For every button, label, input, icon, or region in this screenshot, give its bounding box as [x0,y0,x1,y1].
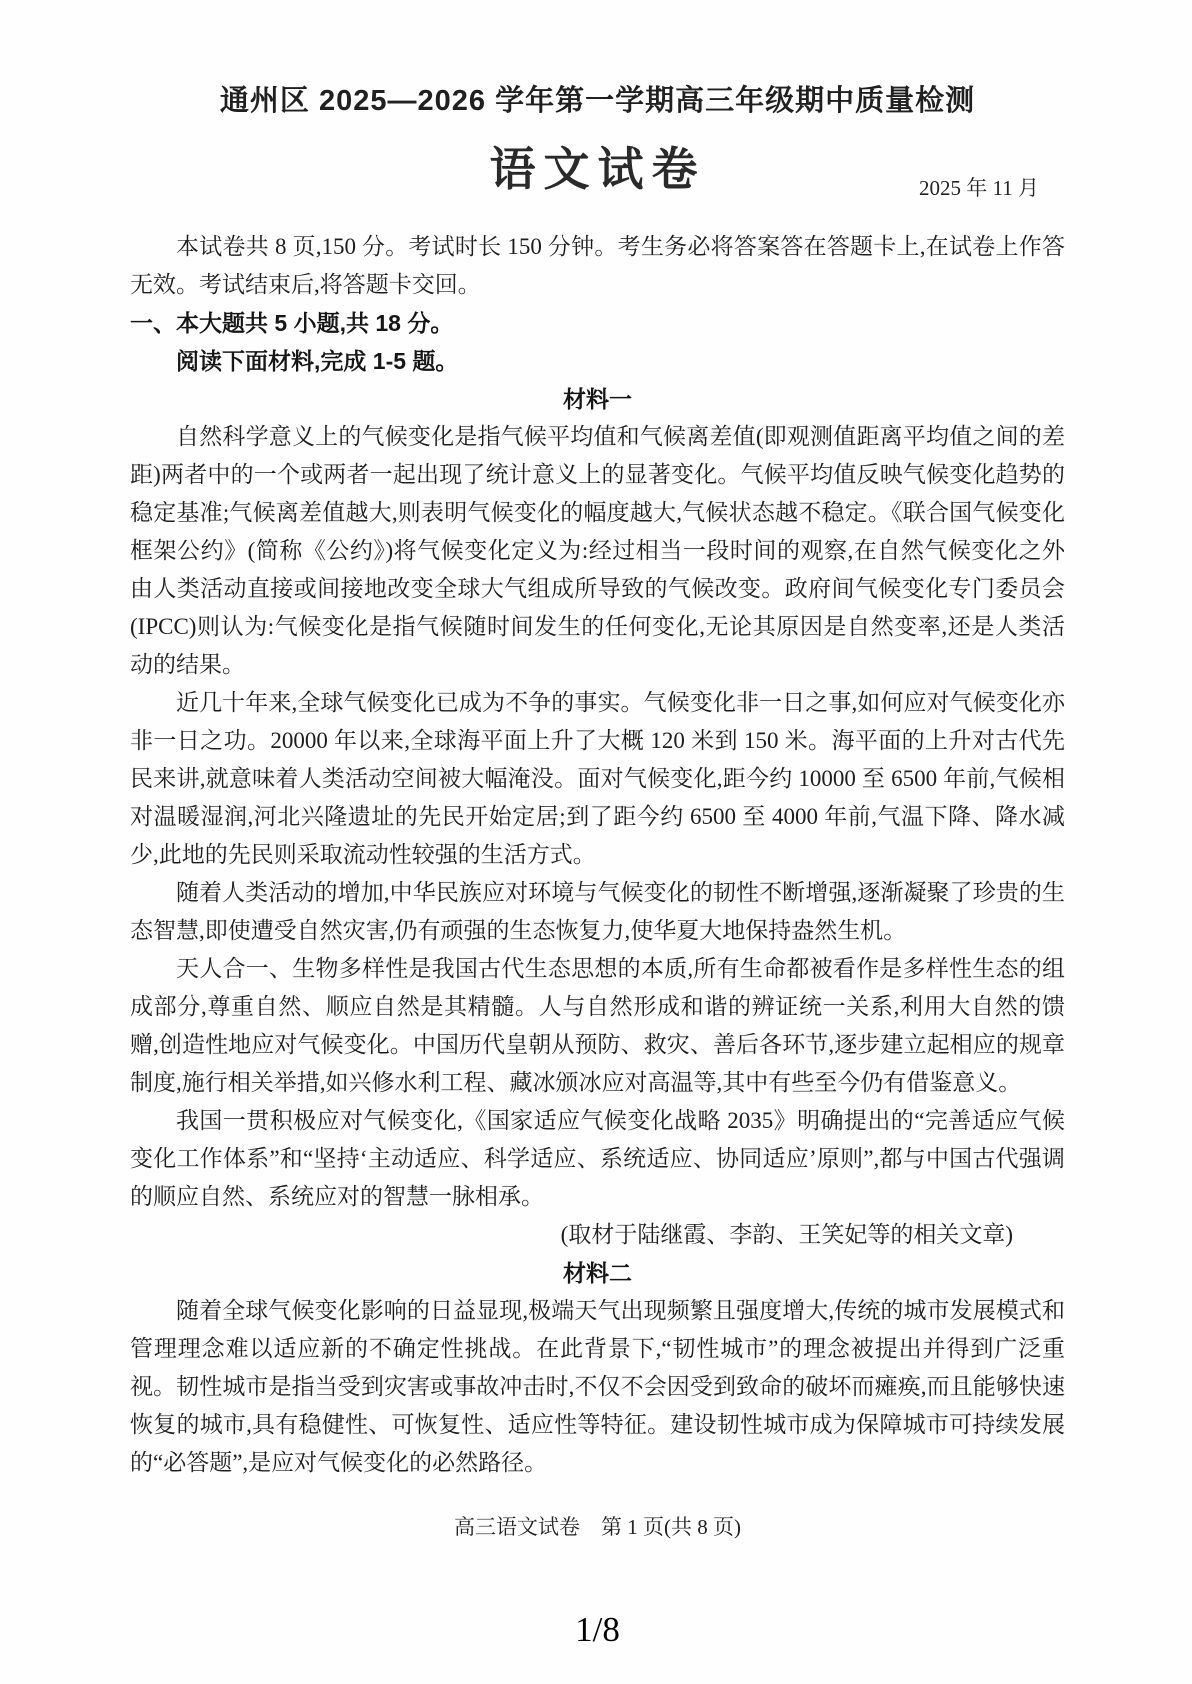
exam-notice: 本试卷共 8 页,150 分。考试时长 150 分钟。考生务必将答案答在答题卡上,在试卷上作答无效。考试结束后,将答题卡交回。 [130,234,1065,297]
exam-title: 通州区 2025—2026 学年第一学期高三年级期中质量检测 [219,85,976,117]
material-two [130,1254,1065,1482]
material-one-attribution: (取材于陆继霞、李韵、王笑妃等的相关文章) [560,1222,1013,1247]
material-one-paragraph-4: 天人合一、生物多样性是我国古代生态思想的本质,所有生命都被看作是多样性生态的组成部分,尊重自然、顺应自然是其精髓。人与自然形成和谐的辨证统一关系,利用大自然的馈赠,创造性地应对气候变化。中国历代皇朝从预防、救灾、善后各环节,逐步建立起相应的规章制度,施行相关举措,如兴修水利工程、藏冰颁冰应对高温等,其中有些至今仍有借鉴意义。 [130,956,1066,1095]
page-footer: 高三语文试卷 第 1 页(共 8 页) [454,1515,741,1539]
reading-instruction: 阅读下面材料,完成 1-5 题。 [176,348,459,374]
subtitle-row [130,142,1065,204]
material-one-paragraph-1: 自然科学意义上的气候变化是指气候平均值和气候离差值(即观测值距离平均值之间的差距)两者中的一个或两者一起出现了统计意义上的显著变化。气候平均值反映气候变化趋势的稳定基准;气候离差值越大,则表明气候变化的幅度越大,气候状态越不稳定。《联合国气候变化框架公约》(简称《公约》)将气候变化定义为:经过相当一段时间的观察,在自然气候变化之外由人类活动直接或间接地改变全球大气组成所导致的气候改变。政府间气候变化专门委员会(IPCC)则认为:气候变化是指气候随时间发生的任何变化,无论其原因是自然变率,还是人类活动的结果。 [130,424,1065,677]
material-two-heading: 材料二 [563,1260,632,1286]
material-two-paragraph-1: 随着全球气候变化影响的日益显现,极端天气出现频繁且强度增大,传统的城市发展模式和管理理念难以适应新的不确定性挑战。在此背景下,“韧性城市”的理念被提出并得到广泛重视。韧性城市是指当受到灾害或事故冲击时,不仅不会因受到致命的破坏而瘫痪,而且能够快速恢复的城市,具有稳健性、可恢复性、适应性等特征。建设韧性城市成为保障城市可持续发展的“必答题”,是应对气候变化的必然路径。 [130,1298,1066,1475]
material-one [130,380,1065,1254]
material-one-paragraph-3: 随着人类活动的增加,中华民族应对环境与气候变化的韧性不断增强,逐渐凝聚了珍贵的生态智慧,即使遭受自然灾害,仍有顽强的生态恢复力,使华夏大地保持盎然生机。 [130,880,1065,943]
material-one-heading: 材料一 [563,386,632,412]
section-one-heading: 一、本大题共 5 小题,共 18 分。 [130,310,454,336]
viewer-page-indicator: 1/8 [575,1610,620,1649]
material-one-paragraph-2: 近几十年来,全球气候变化已成为不争的事实。气候变化非一日之事,如何应对气候变化亦非一日之功。20000 年以来,全球海平面上升了大概 120 米到 150 米。海平面的上升对古代先民来讲,就意味着人类活动空间被大幅淹没。面对气候变化,距今约 10000 至 6500 年前,气候相对温暖湿润,河北兴隆遗址的先民开始定居;到了距今约 6500 至 4000 年前,气温下降、降水减少,此地的先民则采取流动性较强的生活方式。 [130,690,1065,867]
exam-date: 2025 年 11 月 [919,176,1039,200]
material-one-paragraph-5: 我国一贯积极应对气候变化,《国家适应气候变化战略 2035》明确提出的“完善适应气候变化工作体系”和“坚持‘主动适应、科学适应、系统适应、协同适应’原则”,都与中国古代强调的顺应自然、系统应对的智慧一脉相承。 [130,1108,1065,1209]
exam-subject-title: 语文试卷 [489,144,706,195]
